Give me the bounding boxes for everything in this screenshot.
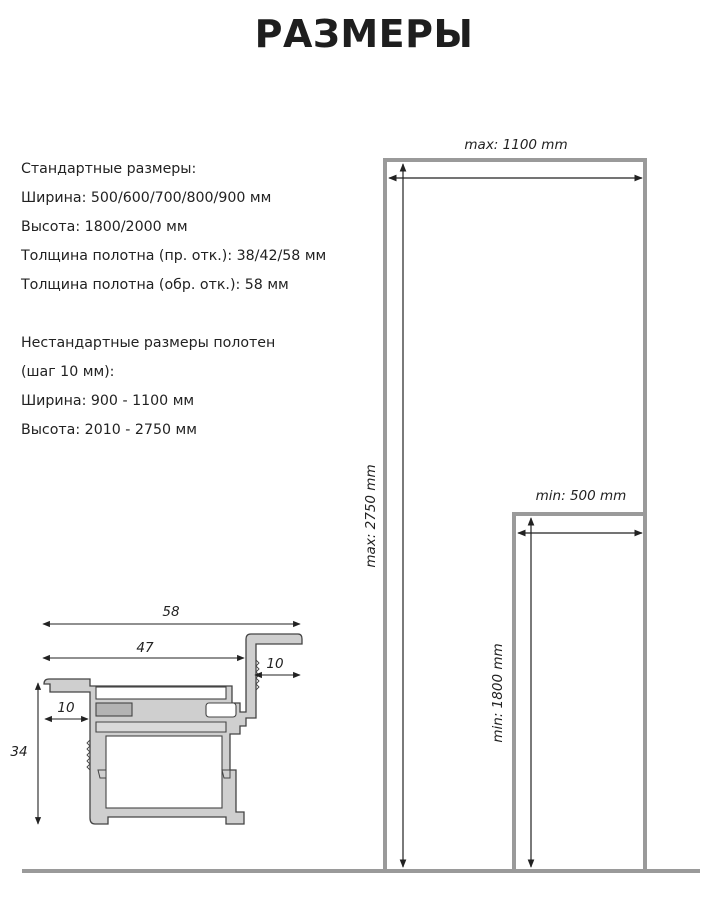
standard-height: Высота: 1800/2000 мм bbox=[21, 219, 188, 235]
min-width-label: min: 500 mm bbox=[535, 488, 627, 504]
max-height-label: max: 2750 mm bbox=[363, 464, 379, 568]
profile-gasket bbox=[96, 703, 132, 716]
profile-insert bbox=[206, 703, 236, 717]
profile-hook-right bbox=[222, 770, 230, 778]
profile-chamber-top bbox=[96, 687, 226, 699]
nonstandard-height: Высота: 2010 - 2750 мм bbox=[21, 422, 197, 438]
profile-inner-width-label: 47 bbox=[136, 640, 154, 656]
nonstandard-step: (шаг 10 мм): bbox=[21, 364, 115, 380]
standard-width: Ширина: 500/600/700/800/900 мм bbox=[21, 190, 272, 206]
min-door-frame bbox=[514, 514, 645, 871]
profile-lip-width-label: 10 bbox=[266, 656, 284, 672]
thickness-reverse-opening: Толщина полотна (обр. отк.): 58 мм bbox=[21, 277, 289, 293]
standard-sizes-heading: Стандартные размеры: bbox=[21, 161, 197, 177]
profile-cross-section bbox=[44, 634, 302, 824]
profile-left-offset-label: 10 bbox=[57, 700, 75, 716]
max-width-label: max: 1100 mm bbox=[464, 137, 568, 153]
nonstandard-width: Ширина: 900 - 1100 мм bbox=[21, 393, 195, 409]
profile-hook-left bbox=[98, 770, 106, 778]
profile-total-width-label: 58 bbox=[162, 604, 180, 620]
min-height-label: min: 1800 mm bbox=[490, 643, 506, 743]
profile-height-label: 34 bbox=[10, 744, 28, 760]
profile-thermal-break bbox=[96, 722, 226, 732]
nonstandard-sizes-heading: Нестандартные размеры полотен bbox=[21, 335, 276, 351]
profile-chamber-bottom bbox=[106, 736, 222, 808]
thickness-straight-opening: Толщина полотна (пр. отк.): 38/42/58 мм bbox=[21, 248, 327, 264]
page-title: РАЗМЕРЫ bbox=[254, 12, 474, 56]
